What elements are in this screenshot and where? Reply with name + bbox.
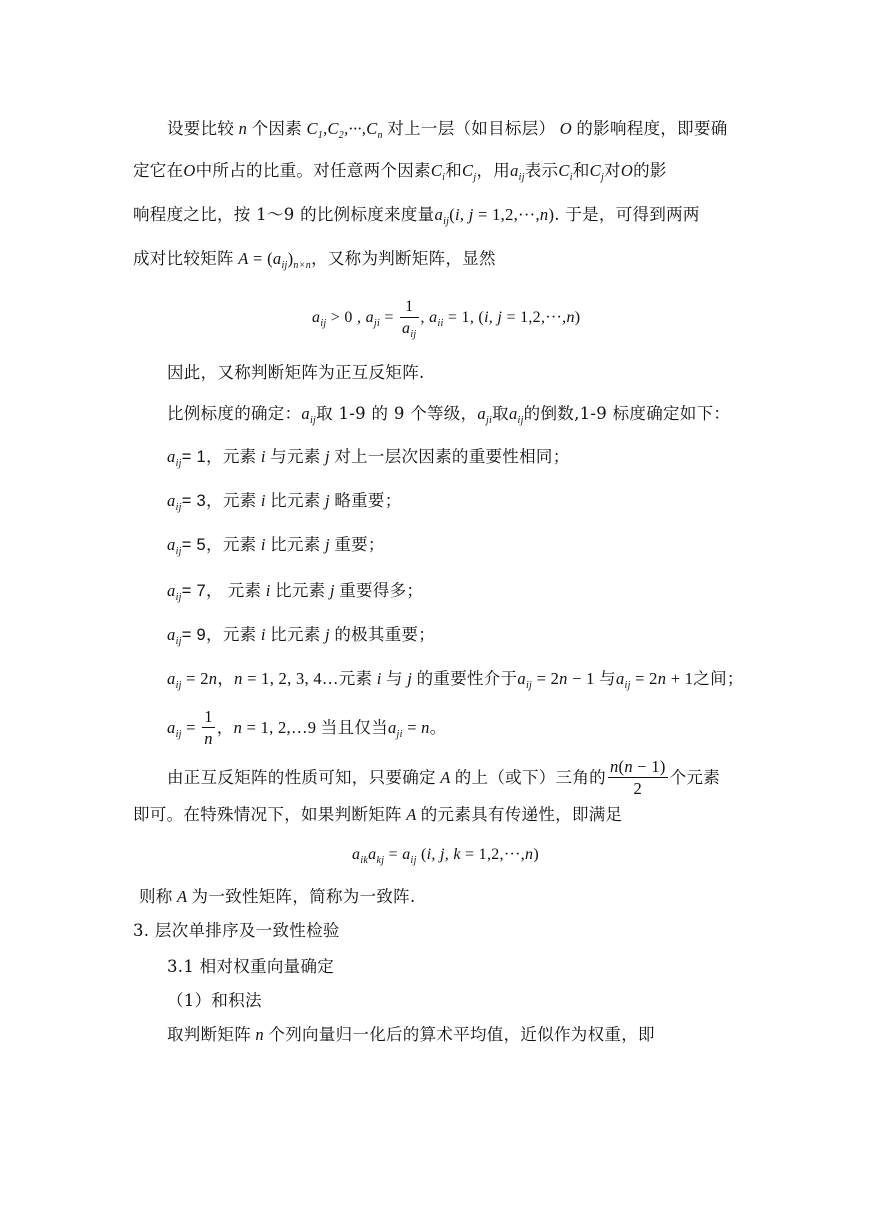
para3: 比例标度的确定：$a_{ij}$取 1-9 的 9 个等级，$a_{ji}$取$a_{ij}$的倒数,1-9 标度确定如下： bbox=[167, 404, 731, 426]
para1-line4: 成对比较矩阵 $A = (a_{ij})_{n\times n}$，又称为判断矩阵，显然 bbox=[133, 249, 496, 271]
scale-item-reciprocal: $a_{ij}$ = $\frac{1}{n}$ ，n = 1, 2,…9 当且仅当$a_{ji} = n$。 bbox=[167, 707, 447, 748]
para1-line1: 设要比较 n 个因素 $C_1,C_2,\cdot\cdot\cdot,C_n$ 对上一层（如目标层） O 的影响程度，即要确 bbox=[167, 119, 728, 141]
scale-item: $a_{ij}= 7$， 元素 i 比元素 j 重要得多； bbox=[167, 581, 424, 603]
method-heading: （1）和积法 bbox=[167, 991, 262, 1010]
para1-line2: 定它在O中所占的比重。对任意两个因素$C_i$和$C_j$，用$a_{ij}$表示$C_i$和$C_j$对O的影 bbox=[133, 161, 667, 183]
para6: 则称 A 为一致性矩阵，简称为一致阵. bbox=[139, 887, 416, 906]
para7: 取判断矩阵 n 个列向量归一化后的算术平均值，近似作为权重，即 bbox=[167, 1025, 655, 1044]
scale-item: $a_{ij}= 5$，元素 i 比元素 j 重要； bbox=[167, 535, 385, 557]
equation-reciprocal: $a_{ij} > 0$ , $a_{ji}$ = $\frac{1}{a_{ij}}$ , $a_{ii} = 1$, (i, j = 1,2,···,n) bbox=[312, 297, 581, 340]
para4: 由正互反矩阵的性质可知，只要确定 A 的上（或下）三角的 $\frac{n(n - 1)}{2}$ 个元素 bbox=[167, 757, 721, 798]
section-heading-3: 3. 层次单排序及一致性检验 bbox=[133, 921, 340, 940]
scale-item: $a_{ij}= 9$，元素 i 比元素 j 的极其重要； bbox=[167, 625, 436, 647]
section-heading-3-1: 3.1 相对权重向量确定 bbox=[167, 957, 335, 976]
scale-item: $a_{ij}= 3$，元素 i 比元素 j 略重要； bbox=[167, 491, 402, 513]
scale-item-even: $a_{ij} = 2n$，n = 1, 2, 3, 4…元素 i 与 j 的重要性介于$a_{ij} = 2n - 1$ 与$a_{ij} = 2n + 1$之间； bbox=[167, 669, 744, 691]
equation-consistency: $a_{ik}a_{kj} = a_{ij}$ (i, j, k = 1,2,···,n) bbox=[352, 846, 539, 866]
para1-line3: 响程度之比，按 1～9 的比例标度来度量$a_{ij}(i$, j = 1,2,···,n). 于是，可得到两两 bbox=[133, 205, 700, 227]
scale-item: $a_{ij}= 1$，元素 i 与元素 j 对上一层次因素的重要性相同； bbox=[167, 447, 570, 469]
para2: 因此，又称判断矩阵为正互反矩阵. bbox=[167, 363, 425, 382]
para5: 即可。在特殊情况下，如果判断矩阵 A 的元素具有传递性，即满足 bbox=[133, 805, 623, 824]
